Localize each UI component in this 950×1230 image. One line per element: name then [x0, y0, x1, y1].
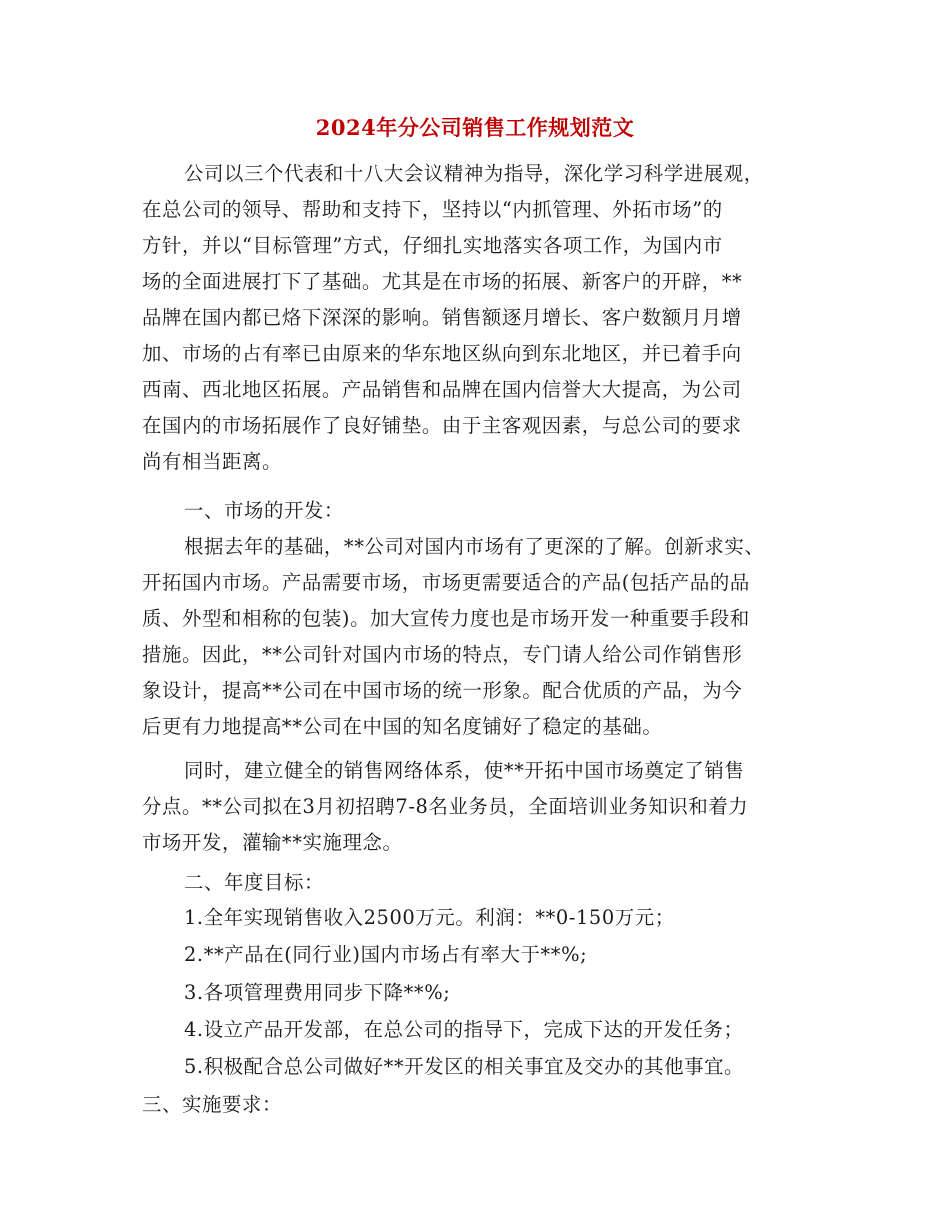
section-heading: 二、年度目标： [184, 871, 324, 894]
goal-item: 4.设立产品开发部，在总公司的指导下，完成下达的开发任务； [184, 1018, 744, 1041]
paragraph-line: 质、外型和相称的包装)。加大宣传力度也是市场开发一种重要手段和 [142, 607, 750, 630]
paragraph-line: 场的全面进展打下了基础。尤其是在市场的拓展、新客户的开辟，** [142, 270, 743, 293]
goal-item: 5.积极配合总公司做好**开发区的相关事宜及交办的其他事宜。 [184, 1055, 745, 1078]
paragraph-line: 在总公司的领导、帮助和支持下，坚持以“内抓管理、外拓市场”的 [142, 198, 723, 221]
paragraph-line: 开拓国内市场。产品需要市场，市场更需要适合的产品(包括产品的品 [142, 571, 750, 594]
paragraph-line: 品牌在国内都已烙下深深的影响。销售额逐月增长、客户数额月月增 [142, 306, 742, 329]
goal-item: 1.全年实现销售收入2500万元。利润：**0-150万元； [184, 906, 675, 929]
goal-item: 2.**产品在(同行业)国内市场占有率大于**%; [184, 943, 588, 966]
paragraph-line: 措施。因此，**公司针对国内市场的特点，专门请人给公司作销售形 [142, 643, 743, 666]
paragraph-line: 在国内的市场拓展作了良好铺垫。由于主客观因素，与总公司的要求 [142, 414, 742, 437]
paragraph-line: 方针，并以“目标管理”方式，仔细扎实地落实各项工作，为国内市 [142, 234, 723, 257]
paragraph-line: 公司以三个代表和十八大会议精神为指导，深化学习科学进展观， [184, 162, 764, 185]
paragraph-line: 根据去年的基础，**公司对国内市场有了更深的了解。创新求实、 [184, 535, 765, 558]
paragraph-line: 市场开发，灌输**实施理念。 [142, 831, 403, 854]
paragraph-line: 西南、西北地区拓展。产品销售和品牌在国内信誉大大提高，为公司 [142, 378, 742, 401]
paragraph-line: 尚有相当距离。 [142, 450, 282, 473]
paragraph-line: 后更有力地提高**公司在中国的知名度铺好了稳定的基础。 [142, 715, 663, 738]
paragraph-line: 象设计，提高**公司在中国市场的统一形象。配合优质的产品，为今 [142, 679, 743, 702]
goal-item: 3.各项管理费用同步下降**%; [184, 981, 451, 1004]
paragraph-line: 加、市场的占有率已由原来的华东地区纵向到东北地区，并已着手向 [142, 342, 742, 365]
document-title: 2024年分公司销售工作规划范文 [315, 115, 635, 140]
section-heading: 一、市场的开发： [184, 499, 344, 522]
section-heading: 三、实施要求： [142, 1093, 282, 1116]
paragraph-line: 同时，建立健全的销售网络体系，使**开拓中国市场奠定了销售 [184, 759, 745, 782]
paragraph-line: 分点。**公司拟在3月初招聘7-8名业务员，全面培训业务知识和着力 [142, 795, 749, 818]
